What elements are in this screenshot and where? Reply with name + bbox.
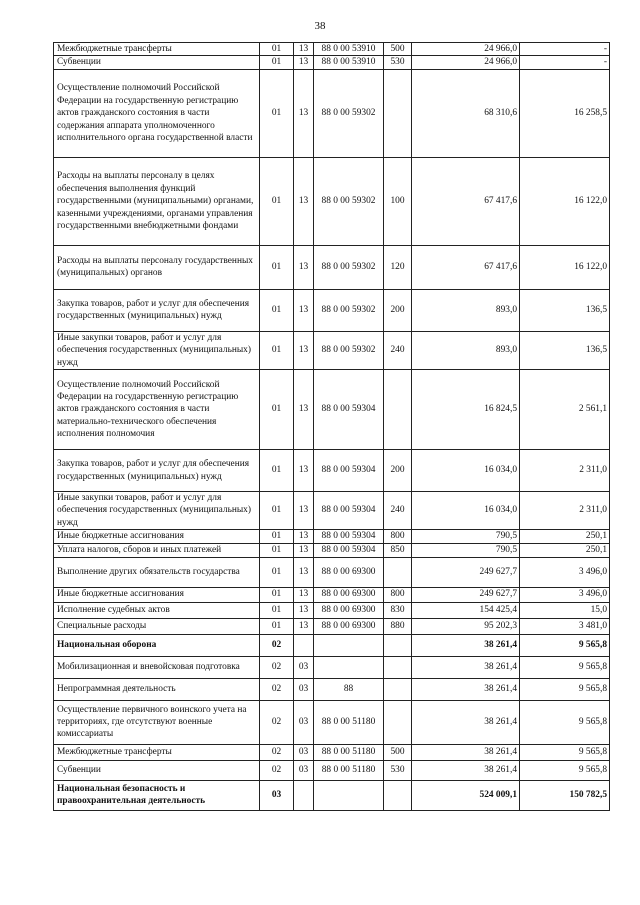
row-name: Непрограммная деятельность xyxy=(54,678,260,700)
target-article-code: 88 0 00 59304 xyxy=(314,530,384,543)
amount-approved: 249 627,7 xyxy=(412,587,520,602)
target-article-code: 88 0 00 69300 xyxy=(314,618,384,634)
subsection-code: 13 xyxy=(294,557,314,587)
row-name: Иные бюджетные ассигнования xyxy=(54,587,260,602)
amount-executed: 16 258,5 xyxy=(520,69,610,157)
amount-executed: 9 565,8 xyxy=(520,678,610,700)
section-code: 01 xyxy=(260,602,294,618)
section-code: 01 xyxy=(260,43,294,56)
expense-type-code: 500 xyxy=(384,43,412,56)
amount-executed: 16 122,0 xyxy=(520,245,610,289)
amount-approved: 24 966,0 xyxy=(412,56,520,69)
row-name: Исполнение судебных актов xyxy=(54,602,260,618)
expense-type-code xyxy=(384,69,412,157)
expense-type-code: 500 xyxy=(384,744,412,760)
expense-type-code: 830 xyxy=(384,602,412,618)
amount-approved: 249 627,7 xyxy=(412,557,520,587)
expense-type-code xyxy=(384,557,412,587)
expense-type-code: 200 xyxy=(384,450,412,492)
subsection-code: 03 xyxy=(294,744,314,760)
subsection-code xyxy=(294,780,314,810)
expense-type-code: 880 xyxy=(384,618,412,634)
table-row xyxy=(54,370,610,450)
amount-approved: 68 310,6 xyxy=(412,69,520,157)
amount-approved: 67 417,6 xyxy=(412,157,520,245)
section-code: 01 xyxy=(260,450,294,492)
expense-type-code: 100 xyxy=(384,157,412,245)
amount-approved: 67 417,6 xyxy=(412,245,520,289)
expense-type-code xyxy=(384,634,412,656)
expense-type-code xyxy=(384,780,412,810)
subsection-code: 03 xyxy=(294,700,314,744)
amount-approved: 95 202,3 xyxy=(412,618,520,634)
amount-approved: 16 824,5 xyxy=(412,370,520,450)
table-row xyxy=(54,289,610,331)
row-name: Национальная оборона xyxy=(54,634,260,656)
section-code: 01 xyxy=(260,587,294,602)
table-row xyxy=(54,492,610,530)
row-name: Иные закупки товаров, работ и услуг для обеспечения государственных (муниципальных) нужд xyxy=(54,331,260,369)
target-article-code: 88 0 00 59304 xyxy=(314,543,384,557)
target-article-code: 88 0 00 51180 xyxy=(314,760,384,780)
amount-executed: 9 565,8 xyxy=(520,744,610,760)
expense-type-code: 800 xyxy=(384,530,412,543)
subsection-code: 13 xyxy=(294,618,314,634)
table-row xyxy=(54,157,610,245)
amount-approved: 38 261,4 xyxy=(412,678,520,700)
row-name: Осуществление полномочий Российской Федерации на государственную регистрацию актов гражданского состояния в части материально-технического обеспечения исполнения полномочия xyxy=(54,370,260,450)
target-article-code: 88 0 00 59302 xyxy=(314,331,384,369)
subsection-code: 13 xyxy=(294,56,314,69)
expense-type-code: 240 xyxy=(384,492,412,530)
section-code: 01 xyxy=(260,157,294,245)
amount-executed: 16 122,0 xyxy=(520,157,610,245)
table-row xyxy=(54,780,610,810)
row-name: Межбюджетные трансферты xyxy=(54,744,260,760)
amount-executed: 9 565,8 xyxy=(520,656,610,678)
row-name: Выполнение других обязательств государства xyxy=(54,557,260,587)
table-row xyxy=(54,69,610,157)
row-name: Национальная безопасность и правоохранительная деятельность xyxy=(54,780,260,810)
section-code: 02 xyxy=(260,678,294,700)
section-code: 02 xyxy=(260,744,294,760)
amount-executed: 150 782,5 xyxy=(520,780,610,810)
amount-executed: 136,5 xyxy=(520,331,610,369)
row-name: Субвенции xyxy=(54,56,260,69)
section-code: 02 xyxy=(260,634,294,656)
row-name: Межбюджетные трансферты xyxy=(54,43,260,56)
section-code: 01 xyxy=(260,245,294,289)
subsection-code: 13 xyxy=(294,543,314,557)
amount-approved: 790,5 xyxy=(412,530,520,543)
row-name: Субвенции xyxy=(54,760,260,780)
amount-executed: 136,5 xyxy=(520,289,610,331)
subsection-code: 13 xyxy=(294,289,314,331)
target-article-code: 88 0 00 53910 xyxy=(314,43,384,56)
section-code: 02 xyxy=(260,700,294,744)
target-article-code: 88 xyxy=(314,678,384,700)
table-row xyxy=(54,56,610,69)
amount-executed: - xyxy=(520,43,610,56)
amount-executed: 3 496,0 xyxy=(520,587,610,602)
section-code: 01 xyxy=(260,56,294,69)
subsection-code: 03 xyxy=(294,656,314,678)
amount-executed: 3 481,0 xyxy=(520,618,610,634)
amount-executed: 9 565,8 xyxy=(520,700,610,744)
section-code: 01 xyxy=(260,618,294,634)
amount-executed: 2 311,0 xyxy=(520,492,610,530)
expense-type-code xyxy=(384,656,412,678)
row-name: Уплата налогов, сборов и иных платежей xyxy=(54,543,260,557)
row-name: Специальные расходы xyxy=(54,618,260,634)
expense-type-code xyxy=(384,700,412,744)
amount-approved: 38 261,4 xyxy=(412,700,520,744)
table-row xyxy=(54,602,610,618)
amount-executed: 9 565,8 xyxy=(520,634,610,656)
amount-approved: 893,0 xyxy=(412,289,520,331)
subsection-code: 13 xyxy=(294,331,314,369)
subsection-code: 03 xyxy=(294,760,314,780)
section-code: 01 xyxy=(260,543,294,557)
expense-type-code: 530 xyxy=(384,56,412,69)
table-row xyxy=(54,700,610,744)
target-article-code: 88 0 00 59302 xyxy=(314,69,384,157)
amount-approved: 38 261,4 xyxy=(412,656,520,678)
amount-approved: 524 009,1 xyxy=(412,780,520,810)
subsection-code: 03 xyxy=(294,678,314,700)
subsection-code: 13 xyxy=(294,43,314,56)
subsection-code: 13 xyxy=(294,69,314,157)
table-row xyxy=(54,331,610,369)
section-code: 01 xyxy=(260,69,294,157)
table-row xyxy=(54,245,610,289)
target-article-code: 88 0 00 51180 xyxy=(314,744,384,760)
amount-executed: 250,1 xyxy=(520,543,610,557)
table-row xyxy=(54,450,610,492)
table-row xyxy=(54,530,610,543)
page-number: 38 xyxy=(314,20,326,32)
table-row xyxy=(54,678,610,700)
target-article-code: 88 0 00 59302 xyxy=(314,157,384,245)
expense-type-code: 850 xyxy=(384,543,412,557)
target-article-code xyxy=(314,656,384,678)
section-code: 01 xyxy=(260,492,294,530)
target-article-code: 88 0 00 59304 xyxy=(314,492,384,530)
target-article-code xyxy=(314,780,384,810)
expense-type-code xyxy=(384,370,412,450)
row-name: Расходы на выплаты персоналу государственных (муниципальных) органов xyxy=(54,245,260,289)
target-article-code: 88 0 00 53910 xyxy=(314,56,384,69)
table-row xyxy=(54,744,610,760)
amount-approved: 38 261,4 xyxy=(412,634,520,656)
expense-type-code: 800 xyxy=(384,587,412,602)
section-code: 01 xyxy=(260,289,294,331)
subsection-code: 13 xyxy=(294,587,314,602)
amount-approved: 38 261,4 xyxy=(412,744,520,760)
amount-approved: 154 425,4 xyxy=(412,602,520,618)
table-row xyxy=(54,618,610,634)
amount-executed: 9 565,8 xyxy=(520,760,610,780)
amount-executed: 250,1 xyxy=(520,530,610,543)
table-row xyxy=(54,43,610,56)
subsection-code: 13 xyxy=(294,602,314,618)
amount-approved: 16 034,0 xyxy=(412,450,520,492)
expense-type-code: 240 xyxy=(384,331,412,369)
subsection-code: 13 xyxy=(294,450,314,492)
table-row xyxy=(54,557,610,587)
expense-type-code xyxy=(384,678,412,700)
amount-approved: 893,0 xyxy=(412,331,520,369)
table-row xyxy=(54,656,610,678)
expense-type-code: 530 xyxy=(384,760,412,780)
section-code: 02 xyxy=(260,760,294,780)
target-article-code: 88 0 00 69300 xyxy=(314,557,384,587)
target-article-code: 88 0 00 59304 xyxy=(314,370,384,450)
section-code: 02 xyxy=(260,656,294,678)
section-code: 03 xyxy=(260,780,294,810)
amount-executed: 2 311,0 xyxy=(520,450,610,492)
target-article-code: 88 0 00 59304 xyxy=(314,450,384,492)
amount-executed: 15,0 xyxy=(520,602,610,618)
budget-table xyxy=(53,42,610,811)
target-article-code: 88 0 00 51180 xyxy=(314,700,384,744)
subsection-code: 13 xyxy=(294,370,314,450)
row-name: Осуществление полномочий Российской Федерации на государственную регистрацию актов гражданского состояния в части содержания аппарата уполномоченного исполнительного органа государственной власти xyxy=(54,69,260,157)
section-code: 01 xyxy=(260,530,294,543)
table-row xyxy=(54,587,610,602)
amount-approved: 16 034,0 xyxy=(412,492,520,530)
row-name: Осуществление первичного воинского учета на территориях, где отсутствуют военные комиссариаты xyxy=(54,700,260,744)
target-article-code: 88 0 00 69300 xyxy=(314,602,384,618)
amount-executed: 3 496,0 xyxy=(520,557,610,587)
target-article-code: 88 0 00 59302 xyxy=(314,289,384,331)
table-row xyxy=(54,634,610,656)
row-name: Закупка товаров, работ и услуг для обеспечения государственных (муниципальных) нужд xyxy=(54,289,260,331)
expense-type-code: 120 xyxy=(384,245,412,289)
section-code: 01 xyxy=(260,557,294,587)
subsection-code: 13 xyxy=(294,492,314,530)
amount-executed: - xyxy=(520,56,610,69)
table-row xyxy=(54,543,610,557)
subsection-code: 13 xyxy=(294,245,314,289)
row-name: Иные бюджетные ассигнования xyxy=(54,530,260,543)
amount-approved: 790,5 xyxy=(412,543,520,557)
target-article-code: 88 0 00 59302 xyxy=(314,245,384,289)
target-article-code: 88 0 00 69300 xyxy=(314,587,384,602)
amount-approved: 24 966,0 xyxy=(412,43,520,56)
subsection-code xyxy=(294,634,314,656)
subsection-code: 13 xyxy=(294,530,314,543)
subsection-code: 13 xyxy=(294,157,314,245)
table-row xyxy=(54,760,610,780)
row-name: Иные закупки товаров, работ и услуг для обеспечения государственных (муниципальных) нужд xyxy=(54,492,260,530)
amount-executed: 2 561,1 xyxy=(520,370,610,450)
expense-type-code: 200 xyxy=(384,289,412,331)
row-name: Закупка товаров, работ и услуг для обеспечения государственных (муниципальных) нужд xyxy=(54,450,260,492)
row-name: Мобилизационная и вневойсковая подготовка xyxy=(54,656,260,678)
target-article-code xyxy=(314,634,384,656)
section-code: 01 xyxy=(260,370,294,450)
row-name: Расходы на выплаты персоналу в целях обеспечения выполнения функций государственными (муниципальными) органами, казенными учреждениями, органами управления государственными внебюджетными фондами xyxy=(54,157,260,245)
section-code: 01 xyxy=(260,331,294,369)
amount-approved: 38 261,4 xyxy=(412,760,520,780)
